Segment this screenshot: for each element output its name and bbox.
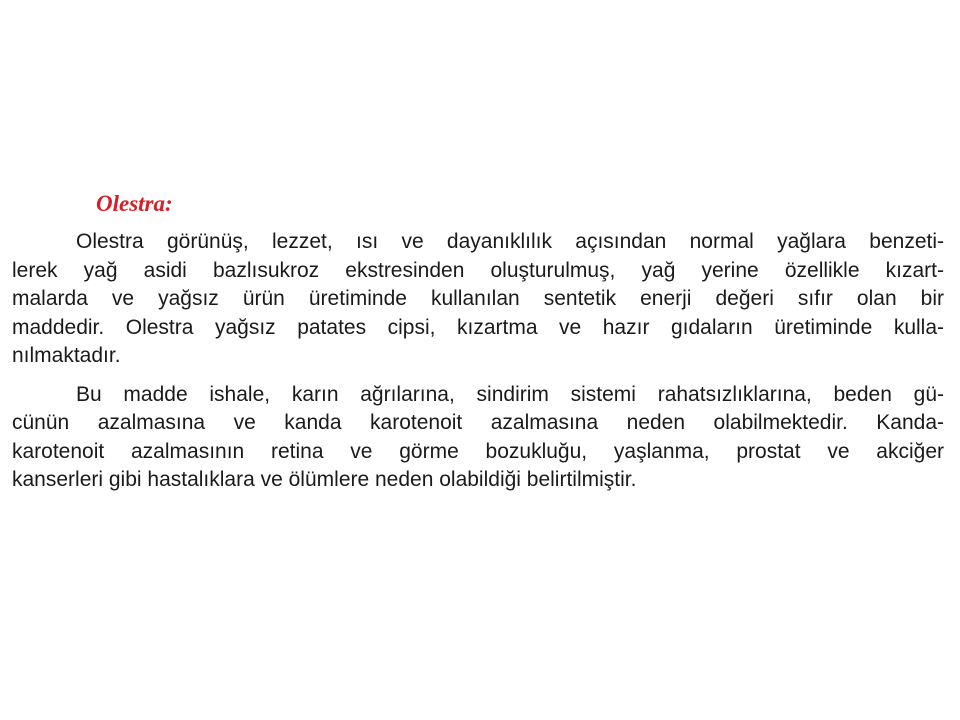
section-heading: Olestra:	[96, 191, 173, 216]
paragraph-line: malarda ve yağsız ürün üretiminde kullanılan sentetik enerji değeri sıfır olan bir	[12, 287, 944, 310]
paragraph-2	[12, 381, 944, 495]
paragraph-line: Bu madde ishale, karın ağrılarına, sindirim sistemi rahatsızlıklarına, beden gü-	[76, 382, 944, 406]
paragraph-line: maddedir. Olestra yağsız patates cipsi, kızartma ve hazır gıdaların üretiminde kulla-	[12, 315, 944, 339]
paragraph-line: nılmaktadır.	[12, 344, 121, 367]
paragraph-line: Olestra görünüş, lezzet, ısı ve dayanıklılık açısından normal yağlara benzeti-	[76, 230, 944, 253]
document-body	[12, 188, 944, 495]
paragraph-line: karotenoit azalmasının retina ve görme bozukluğu, yaşlanma, prostat ve akciğer	[12, 439, 944, 463]
paragraph-1	[12, 228, 944, 371]
paragraph-line: cünün azalmasına ve kanda karotenoit azalmasına neden olabilmektedir. Kanda-	[12, 411, 944, 434]
paragraph-line: lerek yağ asidi bazlısukroz ekstresinden oluşturulmuş, yağ yerine özellikle kızart-	[12, 258, 944, 282]
paragraph-line: kanserleri gibi hastalıklara ve ölümlere neden olabildiği belirtilmiştir.	[12, 468, 637, 491]
